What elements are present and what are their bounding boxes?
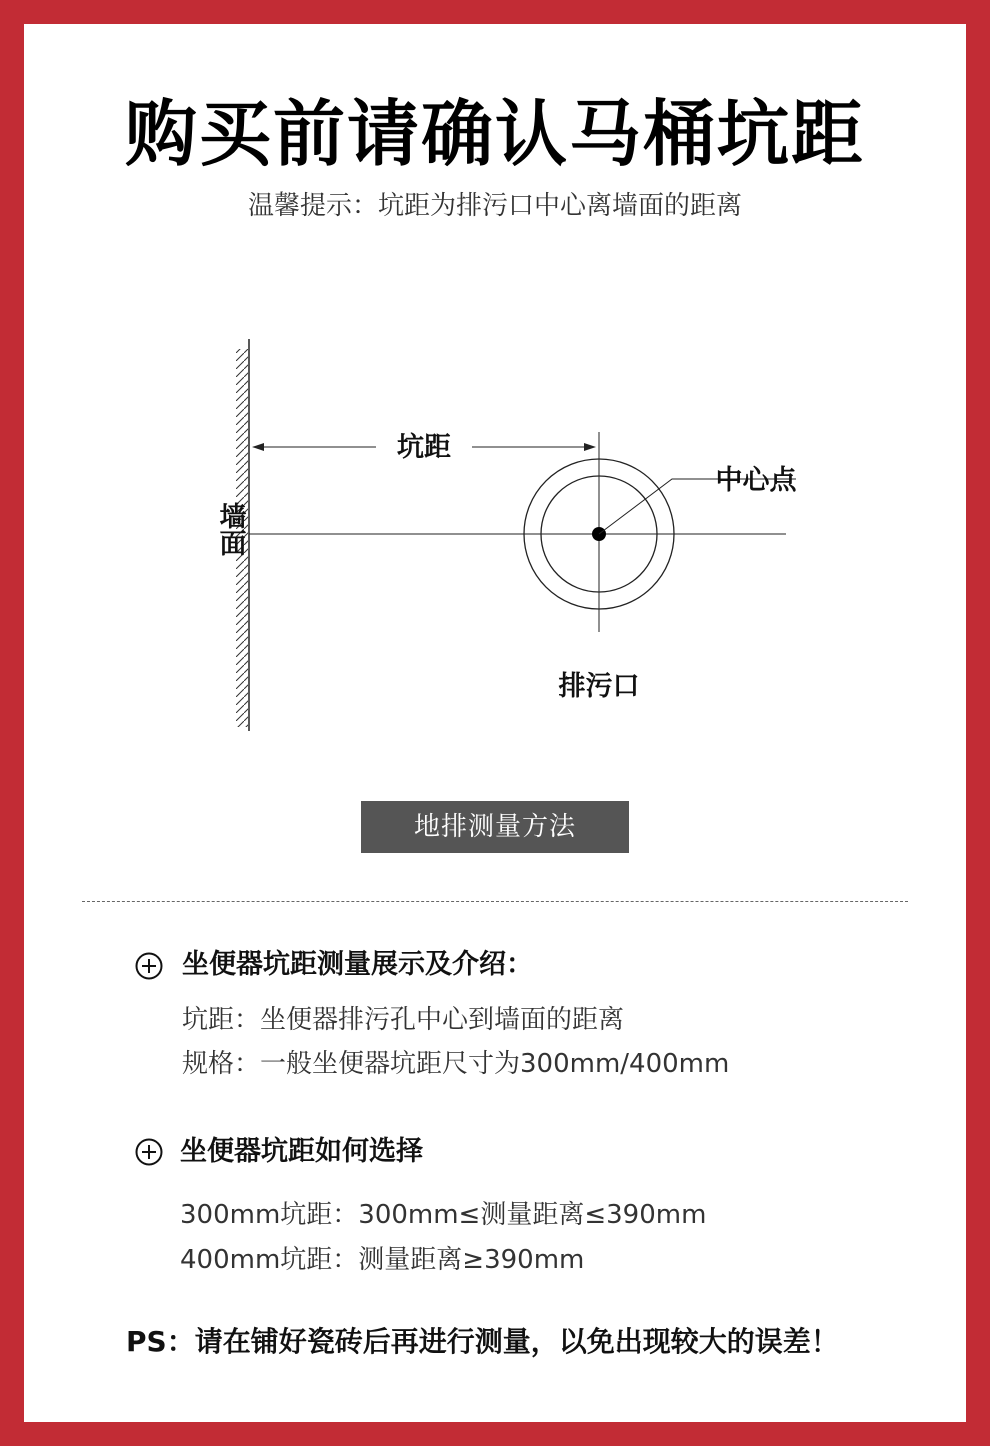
section2-line-1: 300mm坑距：300mm≤测量距离≤390mm [180,1200,707,1230]
page-title: 购买前请确认马桶坑距 [124,92,865,176]
section1-line-1: 坑距：坐便器排污孔中心到墙面的距离 [182,1005,625,1035]
wall-label: 墙面 [214,502,246,556]
section2-line-2: 400mm坑距：测量距离≥390mm [180,1245,585,1275]
dashed-divider [82,901,908,902]
plus-circle-icon [134,1137,164,1167]
outlet-label: 排污口 [558,671,640,702]
section1-heading: 坐便器坑距测量展示及介绍： [182,949,533,980]
center-label: 中心点 [715,465,797,496]
arrow-left-icon [252,443,264,451]
plus-circle-icon [134,951,164,981]
floor-drain-method-button[interactable]: 地排测量方法 [361,801,629,853]
distance-label: 坑距 [397,432,451,463]
content-card [24,24,966,1422]
ps-note: PS：请在铺好瓷砖后再进行测量，以免出现较大的误差！ [126,1325,839,1358]
section2-heading: 坐便器坑距如何选择 [180,1136,423,1167]
page-subtitle: 温馨提示：坑距为排污口中心离墙面的距离 [247,191,742,221]
toilet-rough-in-diagram [164,329,844,749]
arrow-right-icon [584,443,596,451]
section1-line-2: 规格：一般坐便器坑距尺寸为300mm/400mm [182,1049,730,1079]
